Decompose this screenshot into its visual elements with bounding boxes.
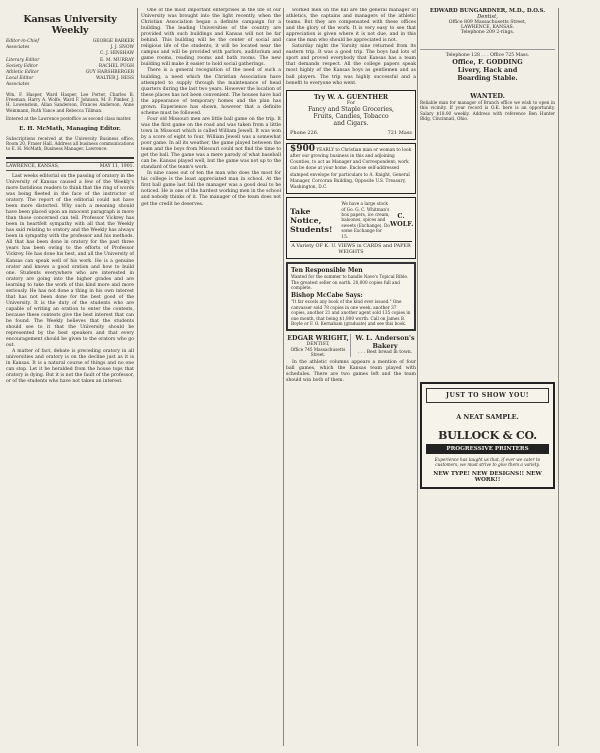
editorial-body: Last weeks editorial on the passing of oratory in the University of Kansas caused a few of the Weekly's more fastidious readers to think that the ring of words was being fleeted in the face of the instructor of oratory. The report of the editorial could not have been more distorted. Why such a meaning should have been placed upon an innocent paragraph is more than those concerned can tell. Professor Vickrey has been in heartfelt sympathy with all that the Weekly has said relating to oratory and the Weekly has always been in sympathy with the professor and his methods. All that has been done in oratory for the past three years has been owing to the efforts of Professor Vickrey. He has done his best, and all the University of Kansas can speak well of his work. He is a genuine orator and knows a good oration and how to build one. Students everywhere who are interested in oratory are going into the higher grades and are learning to take the work of this kind more and more seriously. He has not done a thing in his own interest that has not been done for the best good of the University. It is the duty of the students who are capable of writing an oration to enter the contests, because these contests give the best interest that can be found. The Weekly believes that the students should see to it that the University should be represented by the best speakers and that every encouragement should be given to the orators who go out. (6, 173, 134, 349)
news-body: worked men on the hill are the general manager of athletics, the captains and managers of the athletic teams. But they are compensated with these offices and the glory of the work. It is very easy to see that appreciation is given where it is not due, and in this case the man who should be appreciated is not. (286, 8, 416, 44)
wanted-box-ad: $900 YEARLY to Christian man or woman to look after our growing business in this and adjoining Counties, to act as Manager and Correspondent; work can be done at your home. Enclose self-addressed stamped envelope for particulars to A. Knight, General Manager, Corcoran Building, Opposite U.S. Treasury, Washington, D.C. (286, 143, 416, 194)
news-body: There is a general recognition of the need of such a building, a need which the Christian Association have attempted to supply through the maintenance of head quarters during the last two years. However the location of these places has not been convenient. The houses have had the appearance of temporary homes and the plan has grown. Experience has shown, however that a definite scheme must be followed. (141, 68, 281, 116)
wanted-price: $900 (290, 143, 316, 154)
wright-title: DENTIST, (306, 342, 330, 348)
goddin-name: Office, F. GODDING (452, 58, 523, 66)
staff-row: C. J. HINSHAW (100, 51, 134, 57)
bullock-mid: A NEAT SAMPLE. (456, 412, 519, 421)
goddin-line2: Boarding Stable. (457, 74, 518, 82)
bible-head: Ten Responsible Men (291, 267, 363, 275)
bible-ad: Ten Responsible Men Wanted for the summer to handle Nave's Topical Bible. The greatest seller on earth. 20,000 copies full and complete. Bishop McCabe Says: "It far excels any book of the kind ever issued." One canvasser sold 78 copies in one week, another 37 copies, another 21 and another agent sold 135 copies in one month, that being $1,800 worth. Call on James B. Boyle or F. O. Kernaham (graduate) and see this book. (286, 262, 416, 331)
column-2 (141, 8, 281, 208)
bungardner-city: LAWRENCE, KANSAS. (460, 25, 514, 30)
anderson-name: W. L. Anderson's (355, 334, 415, 343)
staff-list (6, 39, 134, 89)
dateline: LAWRENCE, KANSAS, MAY 11, 1901. (6, 163, 134, 169)
take-notice-ad (286, 197, 416, 259)
guenther-line2: Fruits, Candies, Tobacco (313, 113, 389, 121)
take-notice-body: We have a large stock of Go. G. C. Whitman's box papers, ice cream, baloonos, spices and sweets (Exchange). Do some Exchange for 15. (341, 201, 390, 239)
staff-row: Literary Editor E. M. MURRAY (6, 57, 134, 63)
wanted-side-head: WANTED. (470, 92, 505, 100)
subscription-notice: Subscriptions received at the University Business office, Room 20, Fraser Hall. Address all business communications to E. H. McMath, Business Manager, Lawrence. (6, 135, 134, 152)
staff-row: Associates J. J. SNOW (6, 45, 134, 51)
anderson-ad (354, 334, 416, 357)
editorial-body: A matter of fact, debate is preceding oratory in all universities and oratory is on the decline just as it is in Kansas. It is a natural course of things and no one can stop. Let it be heralded from the house tops that oratory is dying. But it is not the fault of the professor, or of the students who have not taken an interest. (6, 349, 134, 385)
bullock-sub: PROGRESSIVE PRINTERS (426, 444, 549, 454)
bible-sub: Bishop McCabe Says: (291, 292, 363, 300)
anderson-line2: . . . Best bread in town. (357, 350, 413, 356)
guenther-line3: and Cigars. (333, 120, 369, 128)
wright-name: EDGAR WRIGHT, (287, 334, 349, 343)
guenther-ad (286, 90, 416, 140)
goddin-ad: Telephone 128 . . . Office 725 Mass. Office, F. GODDING Livery, Hack and Boarding Stable. (420, 49, 555, 82)
bullock-top: JUST TO SHOW YOU! (426, 388, 549, 403)
staff-row: Society Editor RACHEL PUGH (6, 63, 134, 69)
column-4 (420, 8, 555, 492)
guenther-for: For (346, 100, 356, 106)
take-notice-wolf: C. WOLF. (390, 212, 414, 229)
anderson-line1: Bakery (372, 342, 398, 351)
column-3 (286, 8, 416, 385)
bullock-name: BULLOCK & CO. (438, 428, 537, 442)
wright-ad (286, 334, 351, 357)
news-body: One of the most important enterprises in the life of our University was brought into the light recently, when the Christian Association began a definite campaign for a building. The leading Universities of the country are provided with such buildings and Kansas will not be far behind. This building will be the center of social and religious life of the students; it will be located near the campus and will be provided with parlors, auditorium and game rooms, reading rooms and bath rooms. The new building will make it easier to hold social gatherings. (141, 8, 281, 68)
column-rule (283, 8, 284, 746)
news-body: In nine cases out of ten the man who does the most for his college is the least appreciated man in school. At the first ball game last fall the manager was a good deal to be noticed. He is one of the hardest working men in the school and nobody thinks of it. The manager of the team does not get the credit he deserves. (141, 171, 281, 207)
bungardner-title: Dentist, (477, 14, 498, 20)
bungardner-phone: Telephone 209 2-rings. (460, 30, 515, 35)
take-notice-head: Take Notice, Students! (290, 206, 333, 234)
take-notice-bottom: A Variety OF K. U. VIEWS in CARDS and PAPER WEIGHTS (291, 243, 411, 256)
news-body: In the athletic columns appears a mention of four ball games, which the Kansas team played with schedules. There are two games left and the team should win both of them. (286, 360, 416, 384)
news-body: Four old Missouri men are little ball game on the trip. It was the first game on the road and was taken from a little town in Missouri which is called William Jewell. It was won by a score of eight to four. William Jewell was a somewhat poor game. In all its weather, the game played between the team and the boys from Missouri could not find the time to get the ball. The game was a mere parody of what baseball can be. Kansas played well, but the game was not up to the standard of the team's work. (141, 116, 281, 171)
wanted-side-ad: WANTED. Reliable man for manager of Branch office we wish to open in this vicinity. If your record is O.K. here is an opportunity. Salary $18.00 weekly. Address with reference Ben Hunter Bldg, Cincinnati, Ohio. (420, 92, 555, 122)
bullock-footer: NEW TYPE! NEW DESIGNS!! NEW WORK!! (433, 471, 542, 484)
staff-row: Editor-in-Chief GEORGE BARKER (6, 39, 134, 44)
guenther-line1: Fancy and Staple Groceries, (308, 105, 394, 113)
column-rule (558, 8, 559, 746)
guenther-contact: Phone 226. 721 Mass (290, 129, 412, 136)
column-rule (137, 8, 138, 746)
column-1 (6, 8, 134, 386)
bungardner-name: EDWARD BUNGARDNER, M.D., D.O.S. (429, 8, 546, 14)
managing-editor: E. H. McMath, Managing Editor. (19, 125, 121, 132)
bungardner-ad: EDWARD BUNGARDNER, M.D., D.O.S. Dentist, Office 809 Massachusetts Street, LAWRENCE, KANSAS. Telephone 209 2-rings. (420, 8, 555, 35)
wright-addr: Office 745 Massachusetts Street. (290, 347, 346, 358)
staff-row: Associates (6, 82, 30, 88)
entry-notice: Entered at the Lawrence postoffice as second class matter. (6, 116, 132, 122)
column-rule (417, 8, 418, 746)
staff-row: Local Editor WALTER J. HESS (6, 76, 134, 82)
goddin-line1: Livery, Hack and (457, 66, 518, 74)
masthead (6, 14, 134, 159)
staff-row: Athletic Editor GUY HARSHBERGER (6, 70, 134, 76)
guenther-name: Try W. A. GUENTHER (314, 93, 388, 101)
masthead-title: Kansas University Weekly (23, 14, 117, 36)
dentist-bakery-row (286, 334, 416, 357)
associates-text: Wm. F. Hasper, Ward Hasper, Lee Porter, Charles B. Freeman, Harry A. Wolfe, Ward F. Johnson, M. F. Pimber, J. H. Lowenstein, Allan Sanderson, Frances Anderson, Anne Weinmann, Ruth Vance and Rebecca Tillman. (6, 91, 134, 113)
bullock-ad: JUST TO SHOW YOU! A NEAT SAMPLE. BULLOCK & CO. PROGRESSIVE PRINTERS Experience has taught us that, if ever we cater to customers, we must strive to give them a variety. NEW TYPE! NEW DESIGNS!! NEW WORK!! (420, 382, 555, 490)
news-body: Saturday night the Varsity nine returned from its eastern trip. It was a good trip. The boys had lots of sport and proved everybody that Kansas has a team that demands respect. All the college papers speak most highly of the Kansas boys as gentlemen and as ball players. The trip was highly successful and a benefit to everyone who went. (286, 44, 416, 86)
